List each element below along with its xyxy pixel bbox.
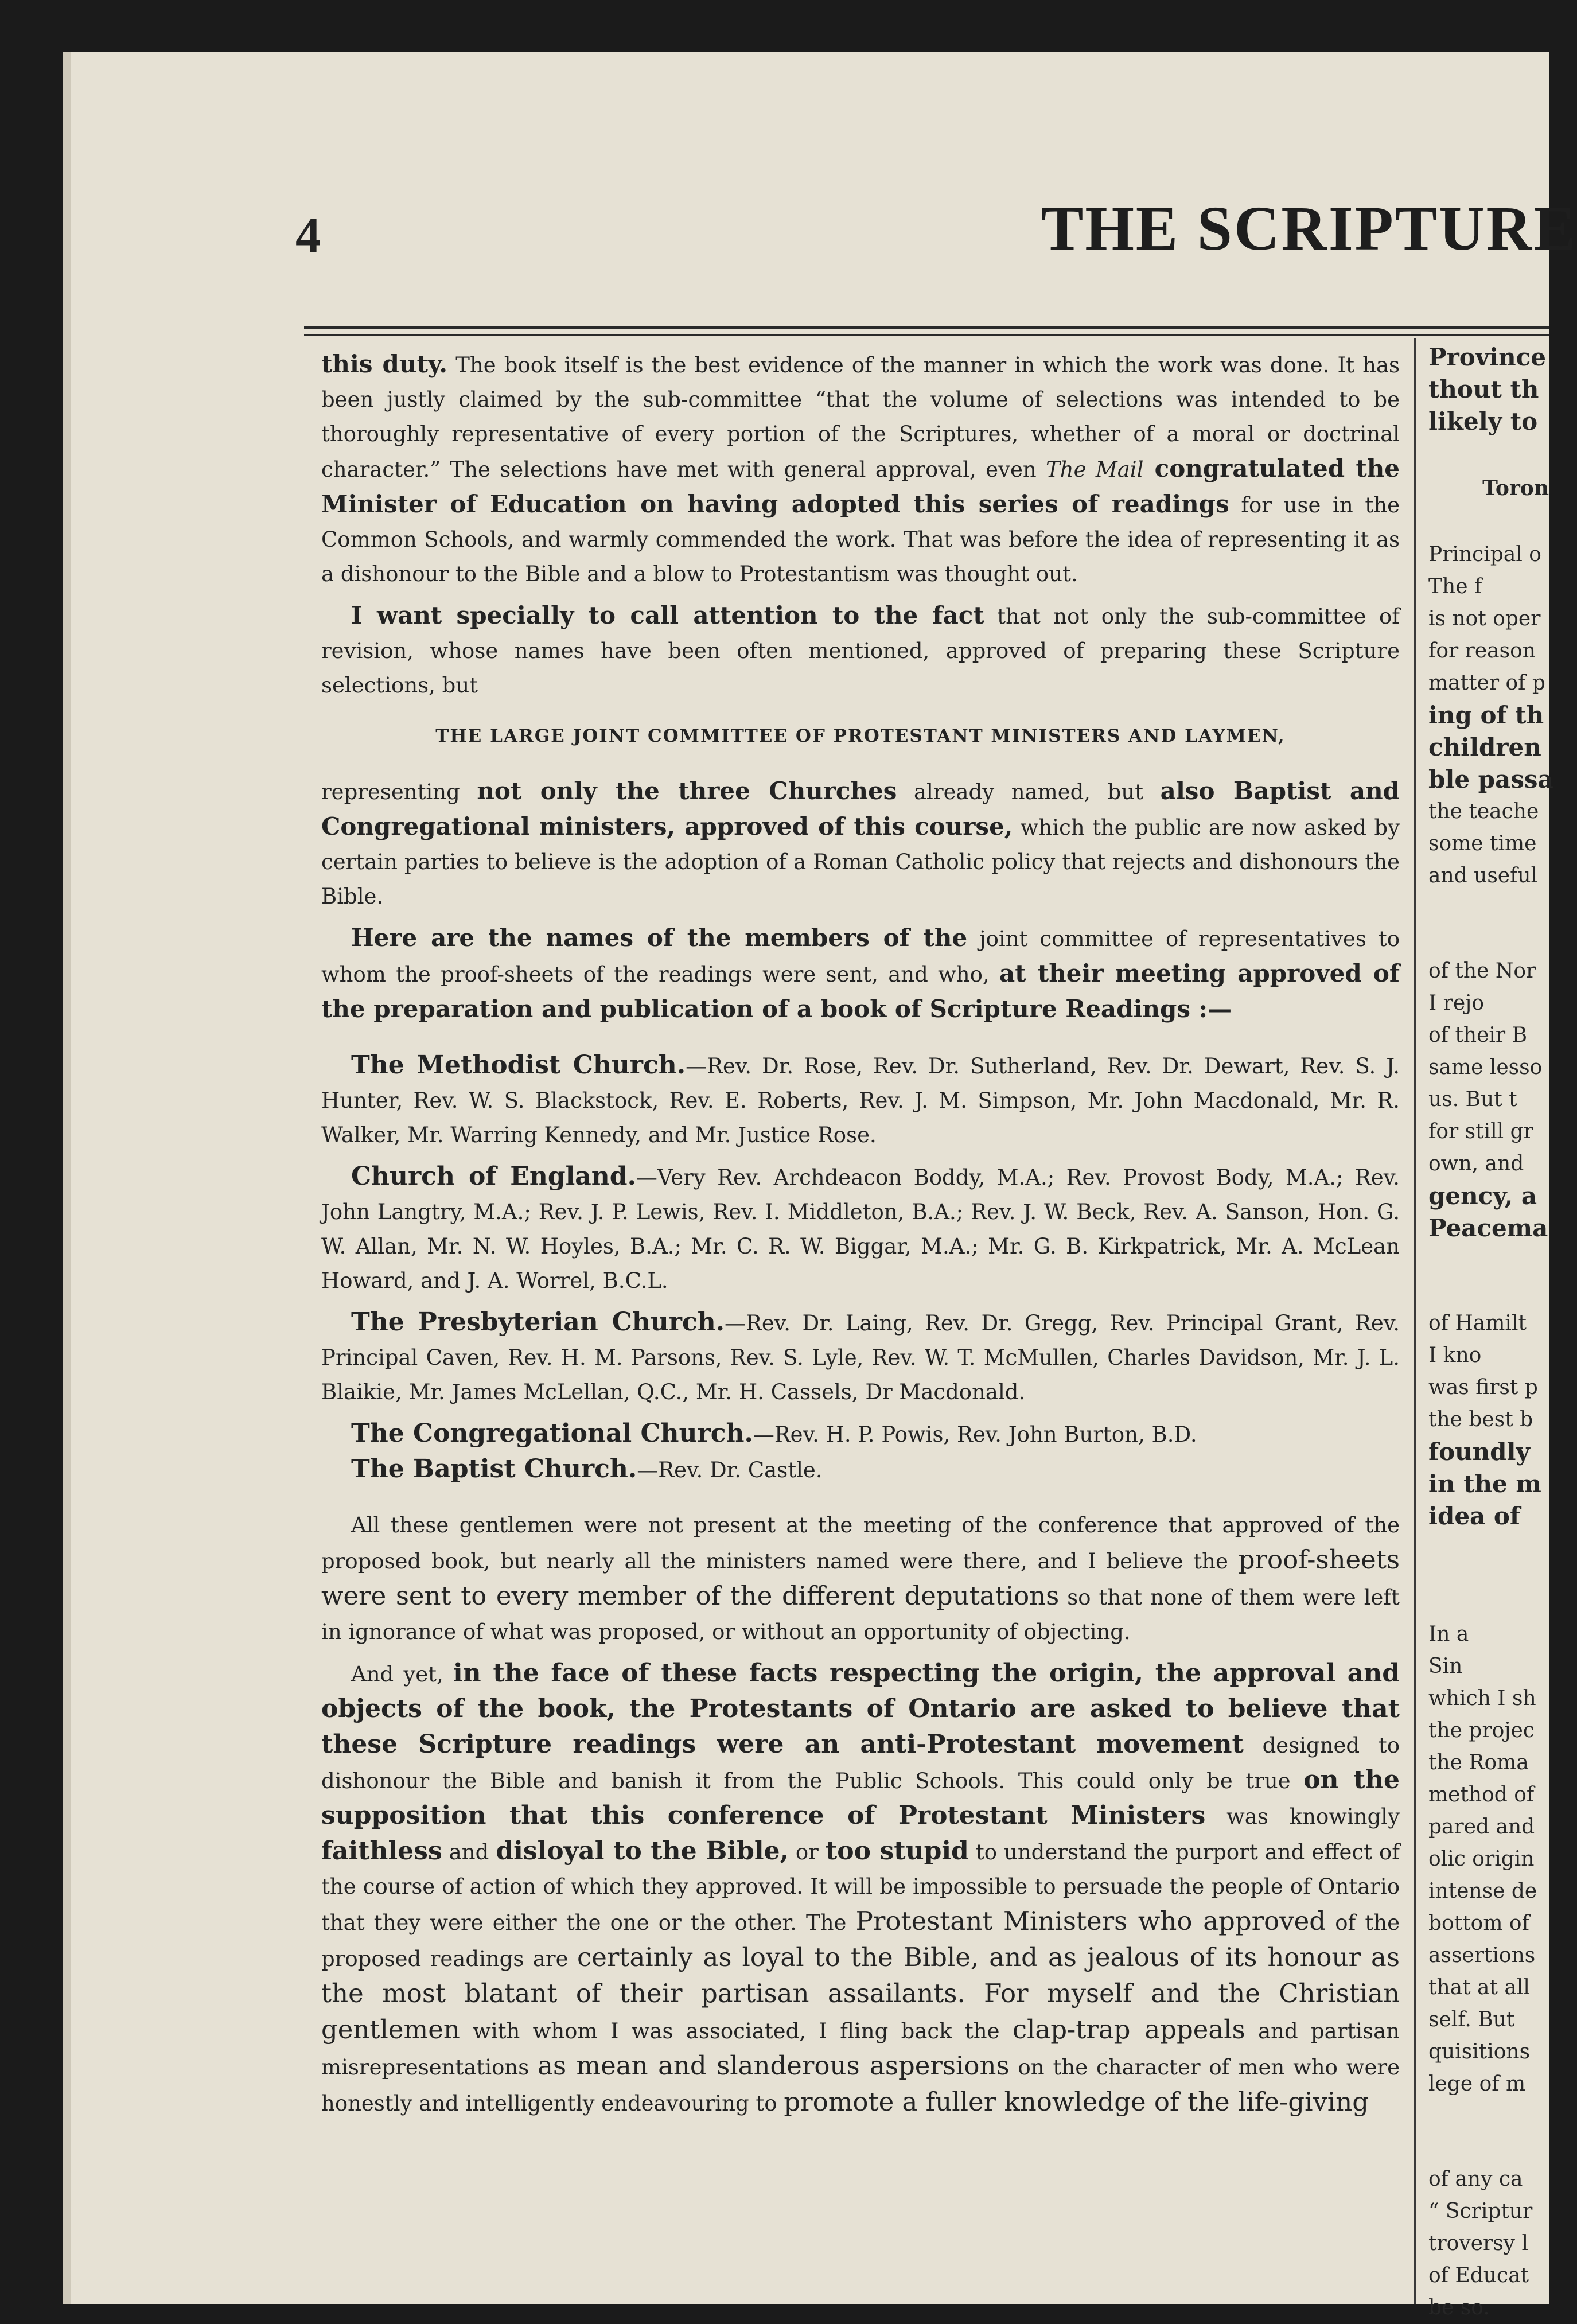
side-line: for reason [1428, 639, 1536, 663]
paragraph-text: that not only the sub-committee of revision, whose names have been often mentioned, approved of preparing these Scripture selections, but [321, 604, 1400, 698]
paragraph-text: was knowingly [1205, 1804, 1400, 1829]
side-line: ble passa [1428, 765, 1553, 793]
side-line: matter of p [1428, 671, 1545, 695]
side-line: bottom of [1428, 1912, 1529, 1935]
emphasis-text: disloyal to the Bible, [496, 1836, 789, 1866]
emphasis-text: not only the three Churches [477, 777, 897, 805]
side-line: was first p [1428, 1376, 1538, 1399]
emphasis-text: in the face of these facts respecting the origin, the approval and objects of the book, the Protestants of Ontario are asked to believe that these Scripture readings were an anti-Protestant movement [321, 1659, 1400, 1759]
paragraph-text: which the public are now asked by certain parties to believe is the adoption of a Roman Catholic policy that rejects and dishonours the Bible. [321, 815, 1400, 909]
column-divider [1414, 338, 1416, 2304]
church-name: The Congregational Church. [351, 1419, 753, 1448]
church-name: The Methodist Church. [351, 1050, 686, 1080]
side-line: I rejo [1428, 991, 1485, 1015]
side-line: for still gr [1428, 1120, 1533, 1143]
large-text: Protestant Ministers who approved [855, 1906, 1326, 1936]
large-text: promote a fuller knowledge of the life-giving [784, 2086, 1369, 2117]
side-line: lege of m [1428, 2072, 1526, 2096]
paragraph-text: already named, but [897, 780, 1161, 804]
header-rule [304, 326, 1549, 329]
church-members: —Very Rev. Archdeacon Boddy, M.A.; Rev. Provost Body, M.A.; Rev. John Langtry, M.A.; Rev. J. P. Lewis, Rev. I. Middleton, B.A.; Rev. J. W. Beck, Rev. A. Sanson, Hon. G. W. Allan, Mr. N. W. Hoyles, B.A.; Mr. C. R. W. Biggar, M.A.; Mr. G. B. Kirkpatrick, Mr. A. McLean Howard, and J. A. Worrel, B.C.L. [321, 1165, 1400, 1293]
side-line: in the m [1428, 1470, 1541, 1498]
paragraph-3 [321, 774, 1400, 914]
side-line: method of [1428, 1783, 1535, 1807]
side-line: gency, a [1428, 1182, 1537, 1210]
paragraph-text: of the proposed readings are [321, 1910, 1400, 1971]
side-line: intense de [1428, 1879, 1537, 1903]
page-number: 4 [295, 208, 321, 263]
masthead-title: THE SCRIPTURE [1041, 193, 1577, 263]
side-line: Principal o [1428, 543, 1541, 566]
side-column [1428, 341, 1553, 2324]
church-members: —Rev. Dr. Laing, Rev. Dr. Gregg, Rev. Principal Grant, Rev. Principal Caven, Rev. H. M. Parsons, Rev. S. Lyle, Rev. W. T. McMullen, Charles Davidson, Mr. J. L. Blaikie, Mr. James McLellan, Q.C., Mr. H. Cassels, Dr Macdonald. [321, 1311, 1400, 1404]
paragraph-text: for use in the Common Schools, and warmly commended the work. That was before the idea of representing it as a dishonour to the Bible and a blow to Protestantism was thought out. [321, 493, 1400, 586]
side-line: us. But t [1428, 1088, 1517, 1111]
emphasis-text: too stupid [825, 1836, 969, 1866]
side-line: Province [1428, 343, 1546, 371]
side-line: The f [1428, 575, 1482, 598]
side-line: troversy l [1428, 2232, 1528, 2255]
side-line: of the Nor [1428, 959, 1536, 983]
side-line: of any ca [1428, 2167, 1523, 2191]
side-line: some time [1428, 832, 1537, 855]
side-line: foundly [1428, 1438, 1530, 1466]
church-name: The Baptist Church. [351, 1454, 637, 1484]
large-text: proof-sheets were sent to every member of the different deputations [321, 1544, 1400, 1611]
side-line: be so. [1428, 2296, 1490, 2319]
lead-phrase: this duty. [321, 350, 448, 378]
church-entry-baptist [321, 1452, 1400, 1488]
paragraph-text: with whom I was associated, I fling back the [460, 2019, 1013, 2043]
side-line: the teache [1428, 800, 1539, 823]
emphasis-text: I want specially to call attention to the fact [351, 601, 984, 629]
paragraph-4 [321, 921, 1400, 1027]
emphasis-text: Here are the names of the members of the [351, 924, 968, 952]
side-line: In a [1428, 1622, 1469, 1646]
side-line: Peacema [1428, 1214, 1548, 1242]
side-line: children [1428, 733, 1541, 761]
church-entry-methodist [321, 1048, 1400, 1153]
paragraph-text: or [788, 1840, 826, 1864]
side-line: that at all [1428, 1976, 1530, 1999]
emphasis-text: faithless [321, 1836, 442, 1866]
paragraph-5 [321, 1508, 1400, 1649]
side-line: of Hamilt [1428, 1311, 1527, 1335]
paragraph-text: And yet, [351, 1662, 453, 1687]
emphasis-text: also Baptist and Congregational ministers, approved of this course, [321, 777, 1400, 840]
paragraph-text: and partisan misrepresentations [321, 2019, 1400, 2080]
side-line: own, and [1428, 1152, 1524, 1175]
large-text: clap-trap appeals [1012, 2014, 1245, 2045]
church-members: —Rev. H. P. Powis, Rev. John Burton, B.D. [753, 1422, 1197, 1447]
newspaper-name: The Mail [1046, 457, 1144, 482]
emphasis-text: at their meeting approved of the preparation and publication of a book of Scripture Readings :— [321, 959, 1400, 1023]
newspaper-page [63, 52, 1577, 2319]
paragraph-text: joint committee of representatives to whom the proof-sheets of the readings were sent, and who, [321, 927, 1400, 987]
side-line: which I sh [1428, 1687, 1536, 1710]
side-line: quisitions [1428, 2040, 1531, 2064]
side-line: assertions [1428, 1944, 1536, 1967]
side-line: of Educat [1428, 2264, 1529, 2287]
paragraph-text: on the character of men who were honestly and intelligently endeavouring to [321, 2055, 1400, 2116]
side-line: I kno [1428, 1344, 1482, 1367]
paragraph-6 [321, 1656, 1400, 2121]
large-text: as mean and slanderous aspersions [538, 2050, 1010, 2081]
binding-edge [63, 52, 71, 2304]
side-line: likely to [1428, 407, 1538, 435]
side-line: Toron [1482, 476, 1549, 500]
header-rule-thin [304, 334, 1549, 336]
side-line: olic origin [1428, 1847, 1535, 1871]
paragraph-text: and [442, 1840, 496, 1864]
side-line: thout th [1428, 375, 1539, 403]
side-line: pared and [1428, 1815, 1535, 1839]
side-line: “ Scriptur [1428, 2200, 1533, 2223]
side-line: and useful [1428, 864, 1538, 887]
church-name: The Presbyterian Church. [351, 1307, 725, 1337]
main-column [321, 347, 1400, 2128]
side-line: idea of [1428, 1502, 1520, 1530]
church-entry-presbyterian [321, 1305, 1400, 1410]
paragraph-text: so that none of them were left in ignorance of what was proposed, or without an opportunity of objecting. [321, 1585, 1400, 1644]
paragraph-text: to understand the purport and effect of the course of action of which they approved. It will be impossible to persuade the people of Ontario that they were either the one or the other. The [321, 1840, 1400, 1935]
committee-heading: THE LARGE JOINT COMMITTEE OF PROTESTANT MINISTERS AND LAYMEN, [435, 726, 1286, 746]
side-line: self. But [1428, 2008, 1515, 2031]
church-name: Church of England. [351, 1162, 636, 1191]
side-line: of their B [1428, 1023, 1528, 1047]
paragraph-2 [321, 598, 1400, 703]
side-line: the Roma [1428, 1751, 1529, 1774]
side-line: same lesso [1428, 1056, 1543, 1079]
side-line: Sin [1428, 1655, 1463, 1678]
side-line: the projec [1428, 1719, 1535, 1742]
emphasis-text: on the supposition that this conference of Protestant Ministers [321, 1765, 1400, 1830]
paragraph-text: The book itself is the best evidence of the manner in which the work was done. It has been justly claimed by the sub-committee “that the volume of selections was intended to be thoroughly representative of every portion of the Scriptures, whether of a moral or doctrinal character.” The selections have met with general approval, even [321, 353, 1400, 482]
church-members: —Rev. Dr. Rose, Rev. Dr. Sutherland, Rev. Dr. Dewart, Rev. S. J. Hunter, Rev. W. S. Blackstock, Rev. E. Roberts, Rev. J. M. Simpson, Mr. John Macdonald, Mr. R. Walker, Mr. Warring Kennedy, and Mr. Justice Rose. [321, 1054, 1400, 1147]
paragraph-text: All these gentlemen were not present at the meeting of the conference that approved of the proposed book, but nearly all the ministers named were there, and I believe the [321, 1513, 1400, 1574]
emphasis-text: congratulated the Minister of Education on having adopted this series of readings [321, 454, 1400, 518]
paragraph-text: representing [321, 780, 477, 804]
paragraph-text: designed to dishonour the Bible and banish it from the Public Schools. This could only be true [321, 1733, 1400, 1793]
side-line: the best b [1428, 1408, 1533, 1431]
church-entry-england [321, 1159, 1400, 1298]
side-line: is not oper [1428, 607, 1541, 630]
church-members: —Rev. Dr. Castle. [637, 1458, 823, 1482]
side-line: ing of th [1428, 701, 1544, 729]
church-entry-congregational [321, 1416, 1400, 1452]
paragraph-1 [321, 347, 1400, 591]
large-text: certainly as loyal to the Bible, and as jealous of its honour as the most blatant of their partisan assailants. For myself and the Christian gentlemen [321, 1942, 1400, 2045]
